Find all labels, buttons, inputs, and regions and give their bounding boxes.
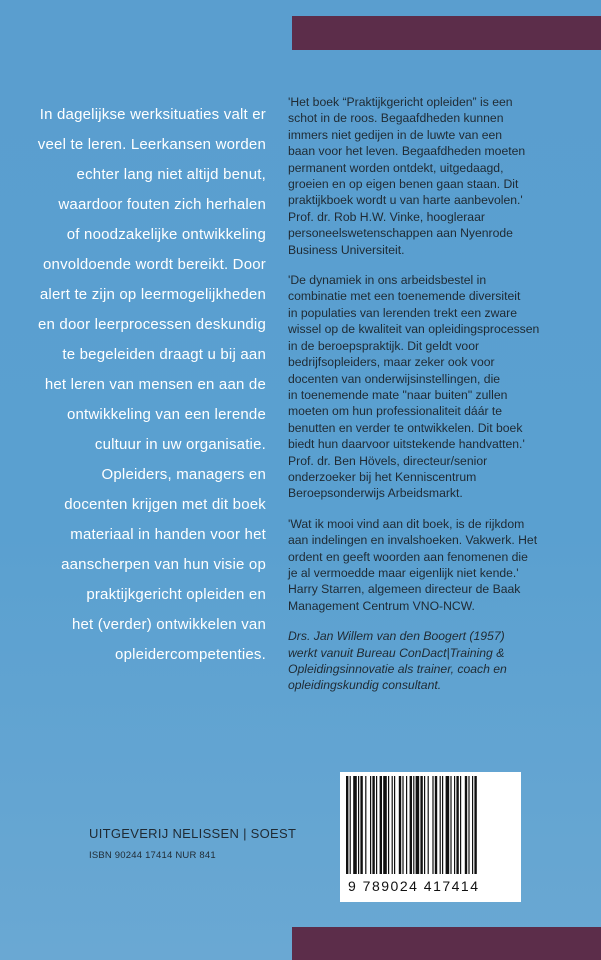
quote-line: Business Universiteit. bbox=[288, 242, 405, 257]
barcode-bar bbox=[460, 776, 461, 874]
blurb-line: Opleiders, managers en bbox=[101, 466, 266, 483]
quote-line: aan indelingen en invalshoeken. Vakwerk. Het bbox=[288, 533, 538, 548]
blurb-line: alert te zijn op leermogelijkheden bbox=[39, 286, 266, 303]
barcode-bar bbox=[350, 776, 351, 874]
quotes-column bbox=[288, 94, 588, 694]
quote-line: combinatie met een toenemende diversiteit bbox=[288, 289, 521, 304]
quote-line: Prof. dr. Rob H.W. Vinke, hoogleraar bbox=[288, 209, 485, 224]
quote-line: in de beroepspraktijk. Dit geldt voor bbox=[288, 338, 480, 353]
bio-line: Drs. Jan Willem van den Boogert (1957) bbox=[288, 629, 505, 644]
blurb-text bbox=[20, 100, 266, 670]
quote-line: wissel op de kwaliteit van opleidingsprocessen bbox=[288, 322, 540, 337]
quote-line: permanent worden ontdekt, uitgedaagd, bbox=[288, 160, 504, 175]
barcode-bar bbox=[468, 776, 469, 874]
quote-line: schot in de roos. Begaafdheden kunnen bbox=[288, 111, 504, 126]
author-bio bbox=[288, 628, 588, 694]
quote-line: ordent en geeft woorden aan fenomenen die bbox=[288, 549, 528, 564]
barcode-bars-icon bbox=[346, 776, 515, 876]
quote-block bbox=[288, 94, 588, 258]
barcode-bar bbox=[456, 776, 458, 874]
barcode-bar bbox=[353, 776, 357, 874]
blurb-line: echter lang niet altijd benut, bbox=[76, 166, 266, 183]
blurb-line: het (verder) ontwikkelen van bbox=[71, 616, 266, 633]
quote-line: Management Centrum VNO-NCW. bbox=[288, 598, 475, 613]
blurb-line: te begeleiden draagt u bij aan bbox=[62, 346, 266, 363]
quote-line: docenten van onderwijsinstellingen, die bbox=[288, 371, 501, 386]
blurb-line: waardoor fouten zich herhalen bbox=[58, 196, 266, 213]
quote-line: benutten en verder te ontwikkelen. Dit boek bbox=[288, 420, 523, 435]
blurb-line: praktijkgericht opleiden en bbox=[86, 586, 266, 603]
barcode-bar bbox=[402, 776, 403, 874]
bio-line: opleidingskundig consultant. bbox=[288, 678, 442, 693]
quote-line: immers niet gedijen in de luwte van een bbox=[288, 127, 503, 142]
barcode-bar bbox=[360, 776, 362, 874]
quote-line: biedt hun daarvoor uitstekende handvatten.' bbox=[288, 437, 525, 452]
quote-line: onderzoeker bij het Kenniscentrum bbox=[288, 469, 477, 484]
barcode-bar bbox=[410, 776, 412, 874]
bottom-color-band bbox=[292, 927, 601, 960]
barcode-bar bbox=[450, 776, 451, 874]
blurb-line: cultuur in uw organisatie. bbox=[94, 436, 266, 453]
blurb-line: of noodzakelijke ontwikkeling bbox=[66, 226, 266, 243]
barcode-bar bbox=[428, 776, 429, 874]
quote-line: je al vermoedde maar eigenlijk niet kende.' bbox=[288, 565, 519, 580]
barcode-bar bbox=[474, 776, 476, 874]
barcode-bar bbox=[440, 776, 441, 874]
barcode-bar bbox=[416, 776, 420, 874]
quote-block bbox=[288, 272, 588, 502]
quote-line: Beroepsonderwijs Arbeidsmarkt. bbox=[288, 486, 463, 501]
publisher-name: UITGEVERIJ NELISSEN | SOEST bbox=[89, 826, 297, 841]
barcode-bar bbox=[358, 776, 359, 874]
barcode-number: 9 789024 417414 bbox=[348, 878, 480, 894]
blurb-line: en door leerprocessen deskundig bbox=[37, 316, 266, 333]
quote-line: 'De dynamiek in ons arbeidsbestel in bbox=[288, 273, 487, 288]
blurb-line: opleidercompetenties. bbox=[115, 646, 266, 663]
blurb-line: aanscherpen van hun visie op bbox=[61, 556, 266, 573]
bio-line: Opleidingsinnovatie als trainer, coach en bbox=[288, 662, 507, 676]
barcode-bar bbox=[376, 776, 377, 874]
isbn-line: ISBN 90244 17414 NUR 841 bbox=[89, 850, 216, 861]
quote-line: Harry Starren, algemeen directeur de Baak bbox=[288, 582, 521, 597]
blurb-line: In dagelijkse werksituaties valt er bbox=[39, 106, 266, 123]
quote-line: bedrijfsopleiders, maar zeker ook voor bbox=[288, 355, 495, 370]
barcode-bar bbox=[446, 776, 450, 874]
quote-line: baan voor het leven. Begaafdheden moeten bbox=[288, 144, 526, 159]
barcode-bar bbox=[406, 776, 407, 874]
barcode-bar bbox=[372, 776, 374, 874]
barcode-bar bbox=[365, 776, 366, 874]
barcode-bar bbox=[383, 776, 387, 874]
quote-block bbox=[288, 516, 588, 614]
barcode-bar bbox=[370, 776, 371, 874]
barcode-bar bbox=[392, 776, 393, 874]
barcode-bar bbox=[432, 776, 433, 874]
barcode-bar bbox=[472, 776, 473, 874]
quotes-list bbox=[288, 94, 588, 614]
barcode-bar bbox=[454, 776, 455, 874]
blurb-line: materiaal in handen voor het bbox=[70, 526, 266, 543]
quote-line: groeien en op eigen benen gaan staan. Dit bbox=[288, 177, 519, 192]
quote-line: in toenemende mate "naar buiten" zullen bbox=[288, 387, 508, 402]
barcode-bar bbox=[413, 776, 414, 874]
top-color-band bbox=[292, 16, 601, 50]
barcode-bar bbox=[399, 776, 401, 874]
barcode-bar bbox=[442, 776, 443, 874]
quote-line: Prof. dr. Ben Hövels, directeur/senior bbox=[288, 453, 488, 468]
blurb-line: ontwikkeling van een lerende bbox=[66, 406, 266, 423]
blurb-line: veel te leren. Leerkansen worden bbox=[37, 136, 266, 153]
barcode-bar bbox=[394, 776, 395, 874]
quote-line: in populaties van lerenden trekt een zware bbox=[288, 305, 517, 320]
quote-line: 'Het boek “Praktijkgericht opleiden” is een bbox=[288, 95, 513, 109]
barcode-bar bbox=[380, 776, 382, 874]
barcode bbox=[340, 772, 521, 902]
barcode-bar bbox=[420, 776, 422, 874]
blurb-line: onvoldoende wordt bereikt. Door bbox=[43, 256, 266, 273]
bio-line: werkt vanuit Bureau ConDact|Training & bbox=[288, 645, 505, 660]
barcode-bar bbox=[465, 776, 467, 874]
quote-line: personeelswetenschappen aan Nyenrode bbox=[288, 226, 513, 241]
barcode-bar bbox=[424, 776, 425, 874]
barcode-bar bbox=[435, 776, 437, 874]
blurb-line: het leren van mensen en aan de bbox=[44, 376, 266, 393]
quote-line: moeten om hun professionaliteit dáár te bbox=[288, 404, 503, 419]
blurb-line: docenten krijgen met dit boek bbox=[64, 496, 266, 513]
quote-line: praktijkboek wordt u van harte aanbevolen.' bbox=[288, 193, 523, 208]
barcode-bar bbox=[346, 776, 348, 874]
barcode-bar bbox=[388, 776, 389, 874]
quote-line: 'Wat ik mooi vind aan dit boek, is de rijkdom bbox=[288, 516, 525, 531]
